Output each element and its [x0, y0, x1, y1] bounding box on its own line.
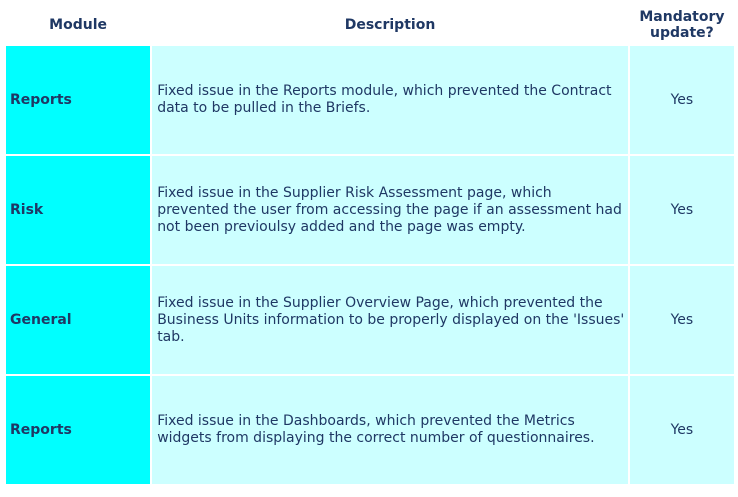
- description-cell: Fixed issue in the Reports module, which prevented the Contract data to be pulled in the Briefs.: [152, 46, 628, 154]
- module-cell: Risk: [6, 156, 150, 264]
- module-column-header: Module: [6, 6, 150, 44]
- module-cell: Reports: [6, 46, 150, 154]
- mandatory-cell: Yes: [630, 46, 734, 154]
- description-cell: Fixed issue in the Dashboards, which prevented the Metrics widgets from displaying the correct number of questionnaires.: [152, 376, 628, 484]
- module-cell: Reports: [6, 376, 150, 484]
- mandatory-cell: Yes: [630, 266, 734, 374]
- mandatory-cell: Yes: [630, 376, 734, 484]
- description-column-header: Description: [152, 6, 628, 44]
- mandatory-column-header: [630, 6, 734, 44]
- description-cell: Fixed issue in the Supplier Risk Assessment page, which prevented the user from accessing the page if an assessment had not been previoulsy added and the page was empty.: [152, 156, 628, 264]
- table-row: [6, 46, 734, 154]
- release-notes-table: [4, 4, 736, 486]
- table-row: [6, 156, 734, 264]
- table-row: [6, 266, 734, 374]
- description-cell: Fixed issue in the Supplier Overview Page, which prevented the Business Units information to be properly displayed on the 'Issues' tab.: [152, 266, 628, 374]
- mandatory-header-line2: update?: [650, 25, 714, 41]
- mandatory-header-line1: Mandatory: [639, 9, 725, 25]
- mandatory-cell: Yes: [630, 156, 734, 264]
- header-row: [6, 6, 734, 44]
- table-row: [6, 376, 734, 484]
- module-cell: General: [6, 266, 150, 374]
